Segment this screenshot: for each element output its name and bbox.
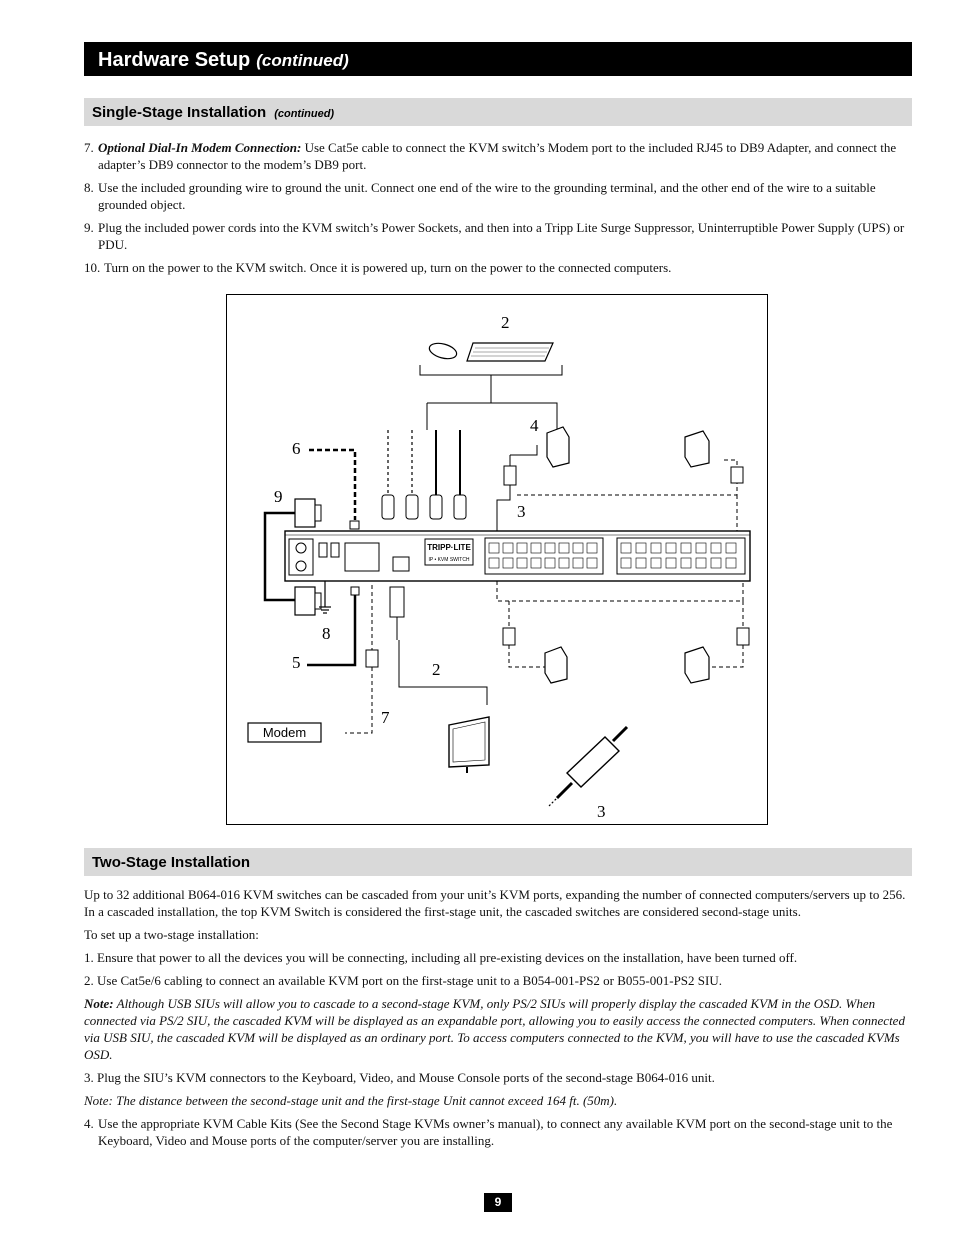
step-text: Turn on the power to the KVM switch. Once it is powered up, turn on the power to the connected computers. (104, 260, 672, 275)
two-stage-body (84, 886, 912, 1155)
section-title: Two-Stage Installation (92, 854, 251, 871)
two-stage-intro: Up to 32 additional B064-016 KVM switches can be cascaded from your unit’s KVM ports, expanding the number of connected computers/servers up to 256. In a cascaded installation, the top KVM Switch is considered the first-stage unit, the cascaded switches are considered second-stage units. (84, 887, 906, 919)
callout-2: 2 (501, 313, 510, 332)
server-icon (685, 431, 709, 467)
step-text: Use the included grounding wire to ground the unit. Connect one end of the wire to the grounding terminal, and the other end of the wire to a suitable grounded object. (98, 180, 876, 212)
page-title-continued: (continued) (256, 51, 349, 70)
section-title: Single-Stage Installation (92, 104, 267, 121)
kvm-brand: TRIPP·LITE (427, 543, 471, 552)
callout-9: 9 (274, 487, 283, 506)
page-title-bar (84, 42, 912, 76)
section-heading-two-stage (84, 848, 912, 876)
step-8 (84, 179, 912, 213)
step-number: 7. (84, 140, 94, 155)
section-heading-single-stage (84, 98, 912, 126)
callout-6: 6 (292, 439, 301, 458)
single-stage-steps (84, 139, 912, 282)
step-number: 8. (84, 180, 94, 195)
modem-label: Modem (262, 725, 307, 740)
step-number: 10. (84, 260, 101, 275)
server-icon (685, 647, 709, 683)
two-stage-step-2: 2. Use Cat5e/6 cabling to connect an available KVM port on the first-stage unit to a B054-001-PS2 or B055-001-PS2 SIU. (84, 973, 722, 988)
step-9 (84, 219, 912, 253)
two-stage-note-1 (84, 995, 912, 1063)
two-stage-step-3: 3. Plug the SIU’s KVM connectors to the Keyboard, Video, and Mouse Console ports of the second-stage B064-016 unit. (84, 1070, 715, 1085)
siu-adapter-icon (549, 727, 627, 806)
step-10 (84, 259, 912, 276)
note-lead: Note: (84, 996, 114, 1011)
server-icon (547, 427, 569, 467)
step-text: Use the appropriate KVM Cable Kits (See the Second Stage KVMs owner’s manual), to connect any available KVM port on the second-stage unit to the Keyboard, Video and Mouse ports of the computer/server you are installing. (98, 1116, 893, 1148)
step-text: Use Cat5e cable to connect the KVM switch’s Modem port to the included RJ45 to DB9 Adapter, and connect the adapter’s DB9 connector to the modem’s DB9 port. (98, 140, 897, 172)
server-icon (545, 647, 567, 683)
power-plug-icon (295, 499, 321, 527)
two-stage-note-2: Note: The distance between the second-stage unit and the first-stage Unit cannot exceed 164 ft. (50m). (84, 1093, 618, 1108)
kvm-product: IP • KVM SWITCH (428, 557, 470, 563)
diagram-svg (227, 295, 767, 824)
mouse-icon (428, 341, 459, 362)
monitor-icon (449, 717, 489, 773)
step-lead: Optional Dial-In Modem Connection: (98, 140, 302, 155)
callout-7: 7 (381, 708, 390, 727)
step-7 (84, 139, 912, 173)
callout-3b: 3 (597, 802, 606, 821)
kvm-switch (285, 531, 750, 581)
callout-2b: 2 (432, 660, 441, 679)
step-number: 9. (84, 220, 94, 235)
callout-8: 8 (322, 624, 331, 643)
page-number: 9 (484, 1193, 512, 1212)
callout-5: 5 (292, 653, 301, 672)
two-stage-setup: To set up a two-stage installation: (84, 927, 259, 942)
callout-4: 4 (530, 416, 539, 435)
step-text: Plug the included power cords into the KVM switch’s Power Sockets, and then into a Tripp Lite Surge Suppressor, Uninterruptible Power Supply (UPS) or PDU. (98, 220, 905, 252)
step-number: 4. (84, 1116, 94, 1131)
section-continued: (continued) (274, 108, 335, 120)
callout-3: 3 (517, 502, 526, 521)
installation-diagram (226, 294, 768, 825)
two-stage-step-4 (84, 1115, 912, 1149)
keyboard-icon (467, 343, 553, 361)
two-stage-step-1: 1. Ensure that power to all the devices you will be connecting, including all pre-existing devices on the installation, have been turned off. (84, 950, 798, 965)
power-plug-icon (295, 587, 321, 615)
page-title: Hardware Setup (98, 49, 251, 71)
modem-box (248, 723, 321, 742)
console-cables (382, 430, 466, 519)
note-text: Although USB SIUs will allow you to cascade to a second-stage KVM, only PS/2 SIUs will properly display the cascaded KVM in the OSD. When connected via PS/2 SIU, the cascaded KVM will be displayed as an expandable port, allowing you to easily access the connected computers. When connected via USB SIU, the cascaded KVM will be displayed as an ordinary port. To access computers connected to the KVM, you will have to use the cascaded KVMs OSD. (84, 996, 905, 1062)
